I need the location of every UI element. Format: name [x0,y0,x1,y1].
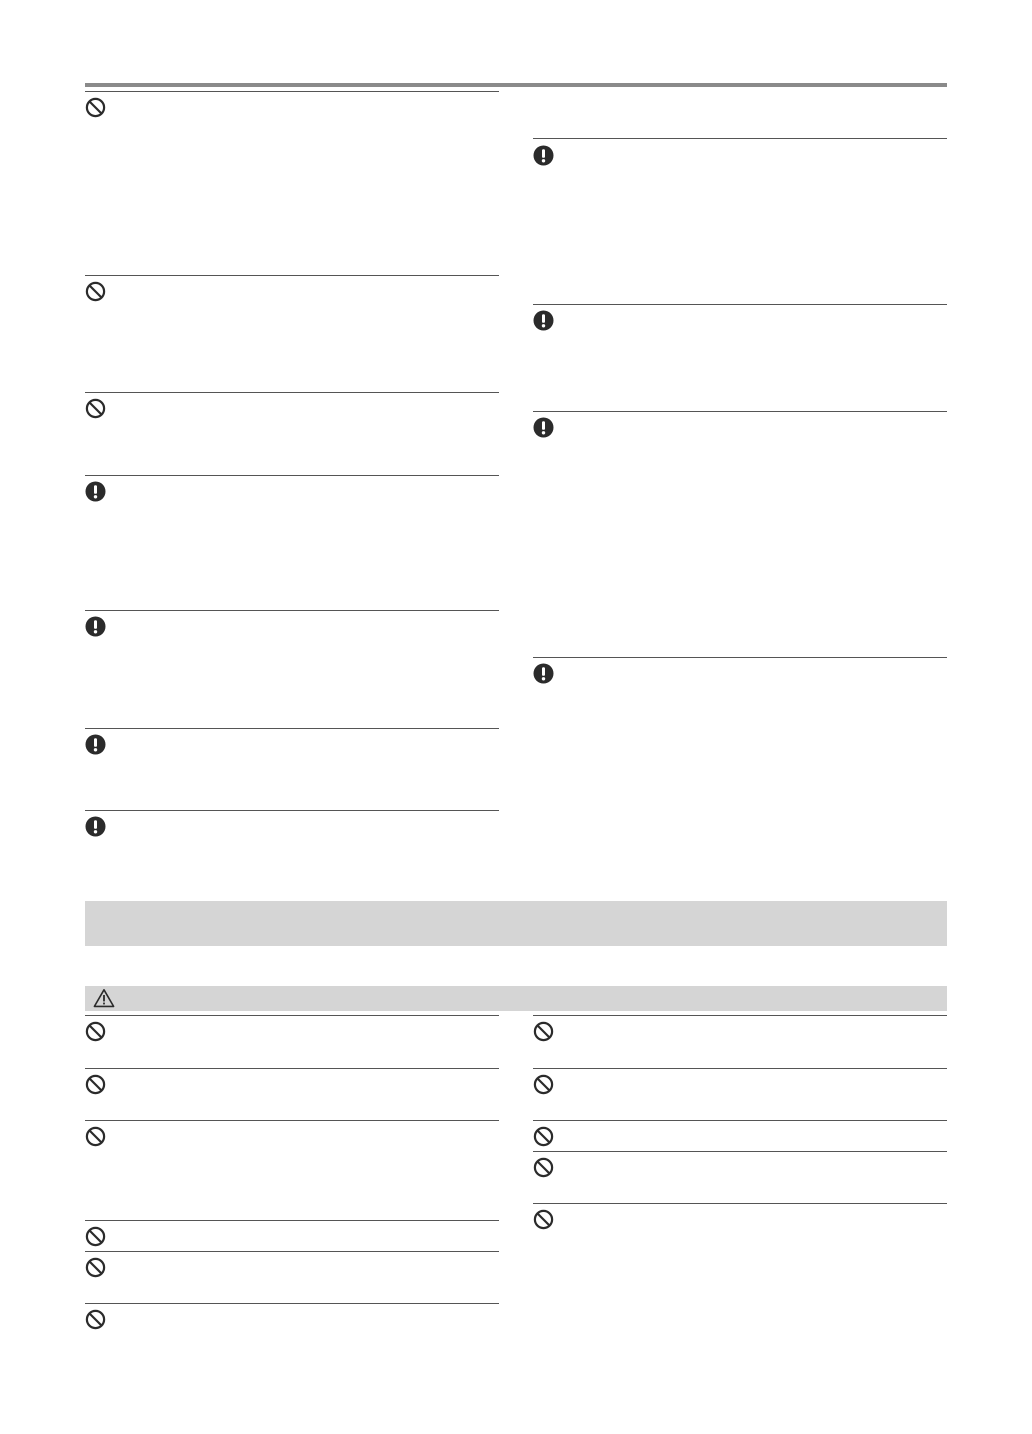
prohibition-icon [533,1021,554,1042]
item-divider [533,138,947,139]
item-divider [85,1120,499,1121]
item-divider [533,1015,947,1016]
item-divider [85,810,499,811]
prohibition-icon [85,1021,106,1042]
item-divider [85,1068,499,1069]
mandatory-action-icon [85,816,106,837]
prohibition-icon [533,1157,554,1178]
caution-header-bar [85,986,947,1011]
item-divider [85,392,499,393]
prohibition-icon [85,1126,106,1147]
item-divider [533,304,947,305]
item-divider [85,275,499,276]
prohibition-icon [85,1074,106,1095]
top-header-rule [85,83,947,87]
item-divider [533,1203,947,1204]
mandatory-action-icon [533,417,554,438]
item-divider [533,1068,947,1069]
prohibition-icon [533,1209,554,1230]
prohibition-icon [85,1257,106,1278]
item-divider [533,1151,947,1152]
item-divider [85,1251,499,1252]
mandatory-action-icon [85,734,106,755]
mandatory-action-icon [533,145,554,166]
item-divider [533,411,947,412]
item-divider [85,728,499,729]
mandatory-action-icon [85,616,106,637]
item-divider [85,475,499,476]
prohibition-icon [533,1126,554,1147]
item-divider [85,91,499,92]
mandatory-action-icon [85,481,106,502]
item-divider [85,1303,499,1304]
section-heading-band [85,901,947,946]
prohibition-icon [85,97,106,118]
prohibition-icon [85,1309,106,1330]
item-divider [533,1120,947,1121]
mandatory-action-icon [533,310,554,331]
prohibition-icon [85,398,106,419]
prohibition-icon [533,1074,554,1095]
item-divider [85,1220,499,1221]
item-divider [85,1015,499,1016]
mandatory-action-icon [533,663,554,684]
prohibition-icon [85,281,106,302]
prohibition-icon [85,1226,106,1247]
item-divider [533,657,947,658]
item-divider [85,610,499,611]
warning-triangle-icon [93,988,115,1008]
